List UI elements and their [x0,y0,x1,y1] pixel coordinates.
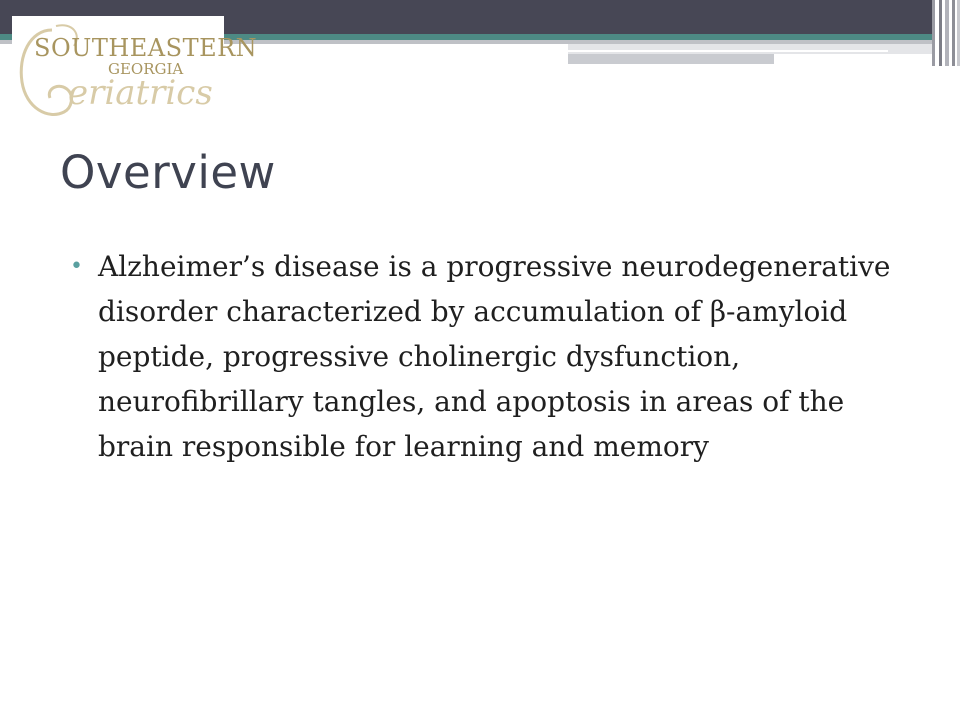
logo-line-1: SOUTHEASTERN [34,34,258,62]
header-accent-bar-upper [568,44,935,54]
southeastern-georgia-geriatrics-logo [12,16,258,132]
header-accent-line [568,50,888,52]
logo-line-3: eriatrics [68,73,213,113]
header-accent-bar-lower [568,54,774,64]
header-accent-line-lower [774,60,935,62]
bullet-item [68,244,898,469]
logo-line-2: GEORGIA [108,60,184,78]
slide-title: Overview [60,146,276,199]
bullet-text: Alzheimer’s disease is a progressive neurodegenerative disorder characterized by accumulation of β-amyloid peptide, progressive cholinergic dysfunction, neurofibrillary tangles, and apoptosis in areas of the brain responsible for learning and memory [98,250,891,463]
bullet-dot-icon: • [70,254,83,279]
header-vertical-stripes [932,0,960,66]
slide-body [68,244,898,469]
